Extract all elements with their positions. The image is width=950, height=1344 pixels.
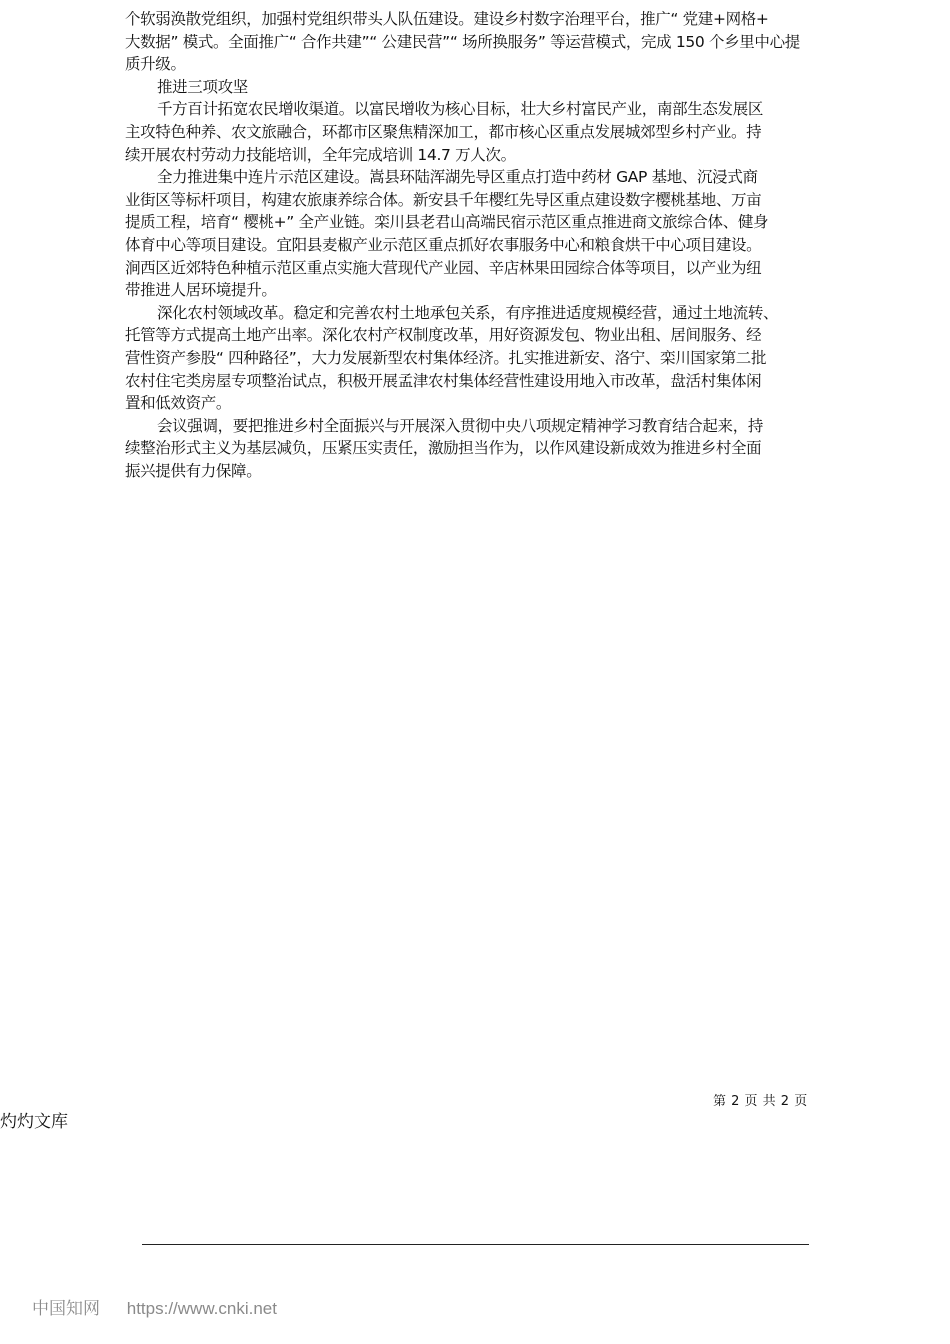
text-line: 主攻特色种养、农文旅融合，环都市区聚焦精深加工，都市核心区重点发展城郊型乡村产业。持: [125, 122, 762, 141]
document-body: [125, 8, 835, 482]
text-line: 续开展农村劳动力技能培训，全年完成培训 14.7 万人次。: [125, 145, 516, 164]
text-line: 带推进人居环境提升。: [125, 281, 277, 300]
text-line: 续整治形式主义为基层减负，压紧压实责任，激励担当作为，以作风建设新成效为推进乡村全面: [125, 439, 762, 458]
text-line: 业街区等标杆项目，构建农旅康养综合体。新安县千年樱红先导区重点建设数字樱桃基地、万亩: [125, 190, 762, 209]
text-line: 置和低效资产。: [125, 394, 232, 413]
text-line: 振兴提供有力保障。: [125, 461, 262, 480]
text-line: 涧西区近郊特色种植示范区重点实施大营现代产业园、辛店林果田园综合体等项目，以产业为纽: [125, 258, 762, 277]
section-heading: 推进三项攻坚: [157, 77, 248, 96]
paragraph-start: 深化农村领域改革。稳定和完善农村土地承包关系，有序推进适度规模经营，通过土地流转、: [157, 303, 779, 322]
paragraph-start: 会议强调，要把推进乡村全面振兴与开展深入贯彻中央八项规定精神学习教育结合起来，持: [157, 416, 764, 435]
text-line: 营性资产参股“ 四种路径”，大力发展新型农村集体经济。扎实推进新安、洛宁、栾川国家第二批: [125, 348, 767, 367]
footer-divider: [142, 1244, 809, 1245]
text-line: 个软弱涣散党组织，加强村党组织带头人队伍建设。建设乡村数字治理平台，推广“ 党建+网格+: [125, 10, 769, 28]
cnki-url-link[interactable]: https://www.cnki.net: [126, 1299, 277, 1318]
text-line: 托管等方式提高土地产出率。深化农村产权制度改革，用好资源发包、物业出租、居间服务、经: [125, 326, 762, 345]
paragraph-start: 全力推进集中连片示范区建设。嵩县环陆浑湖先导区重点打造中药材 GAP 基地、沉浸式商: [157, 168, 758, 187]
text-line: 质升级。: [125, 55, 186, 74]
paragraph-start: 千方百计拓宽农民增收渠道。以富民增收为核心目标，壮大乡村富民产业，南部生态发展区: [157, 100, 764, 119]
cnki-footer: [32, 1294, 277, 1319]
text-line: 农村住宅类房屋专项整治试点，积极开展孟津农村集体经营性建设用地入市改革，盘活村集体闲: [125, 371, 762, 390]
text-line: 体育中心等项目建设。宜阳县麦椒产业示范区重点抓好农事服务中心和粮食烘干中心项目建设。: [125, 235, 762, 254]
text-line: 大数据” 模式。全面推广“ 合作共建”“ 公建民营”“ 场所换服务” 等运营模式，完成 150 个乡里中心提: [125, 32, 800, 51]
library-watermark: 灼灼文库: [0, 1112, 68, 1132]
cnki-brand: 中国知网: [32, 1299, 100, 1318]
page-number: 第 2 页 共 2 页: [713, 1094, 808, 1109]
text-line: 提质工程，培育“ 樱桃+” 全产业链。栾川县老君山高端民宿示范区重点推进商文旅综合体、健身: [125, 213, 769, 232]
